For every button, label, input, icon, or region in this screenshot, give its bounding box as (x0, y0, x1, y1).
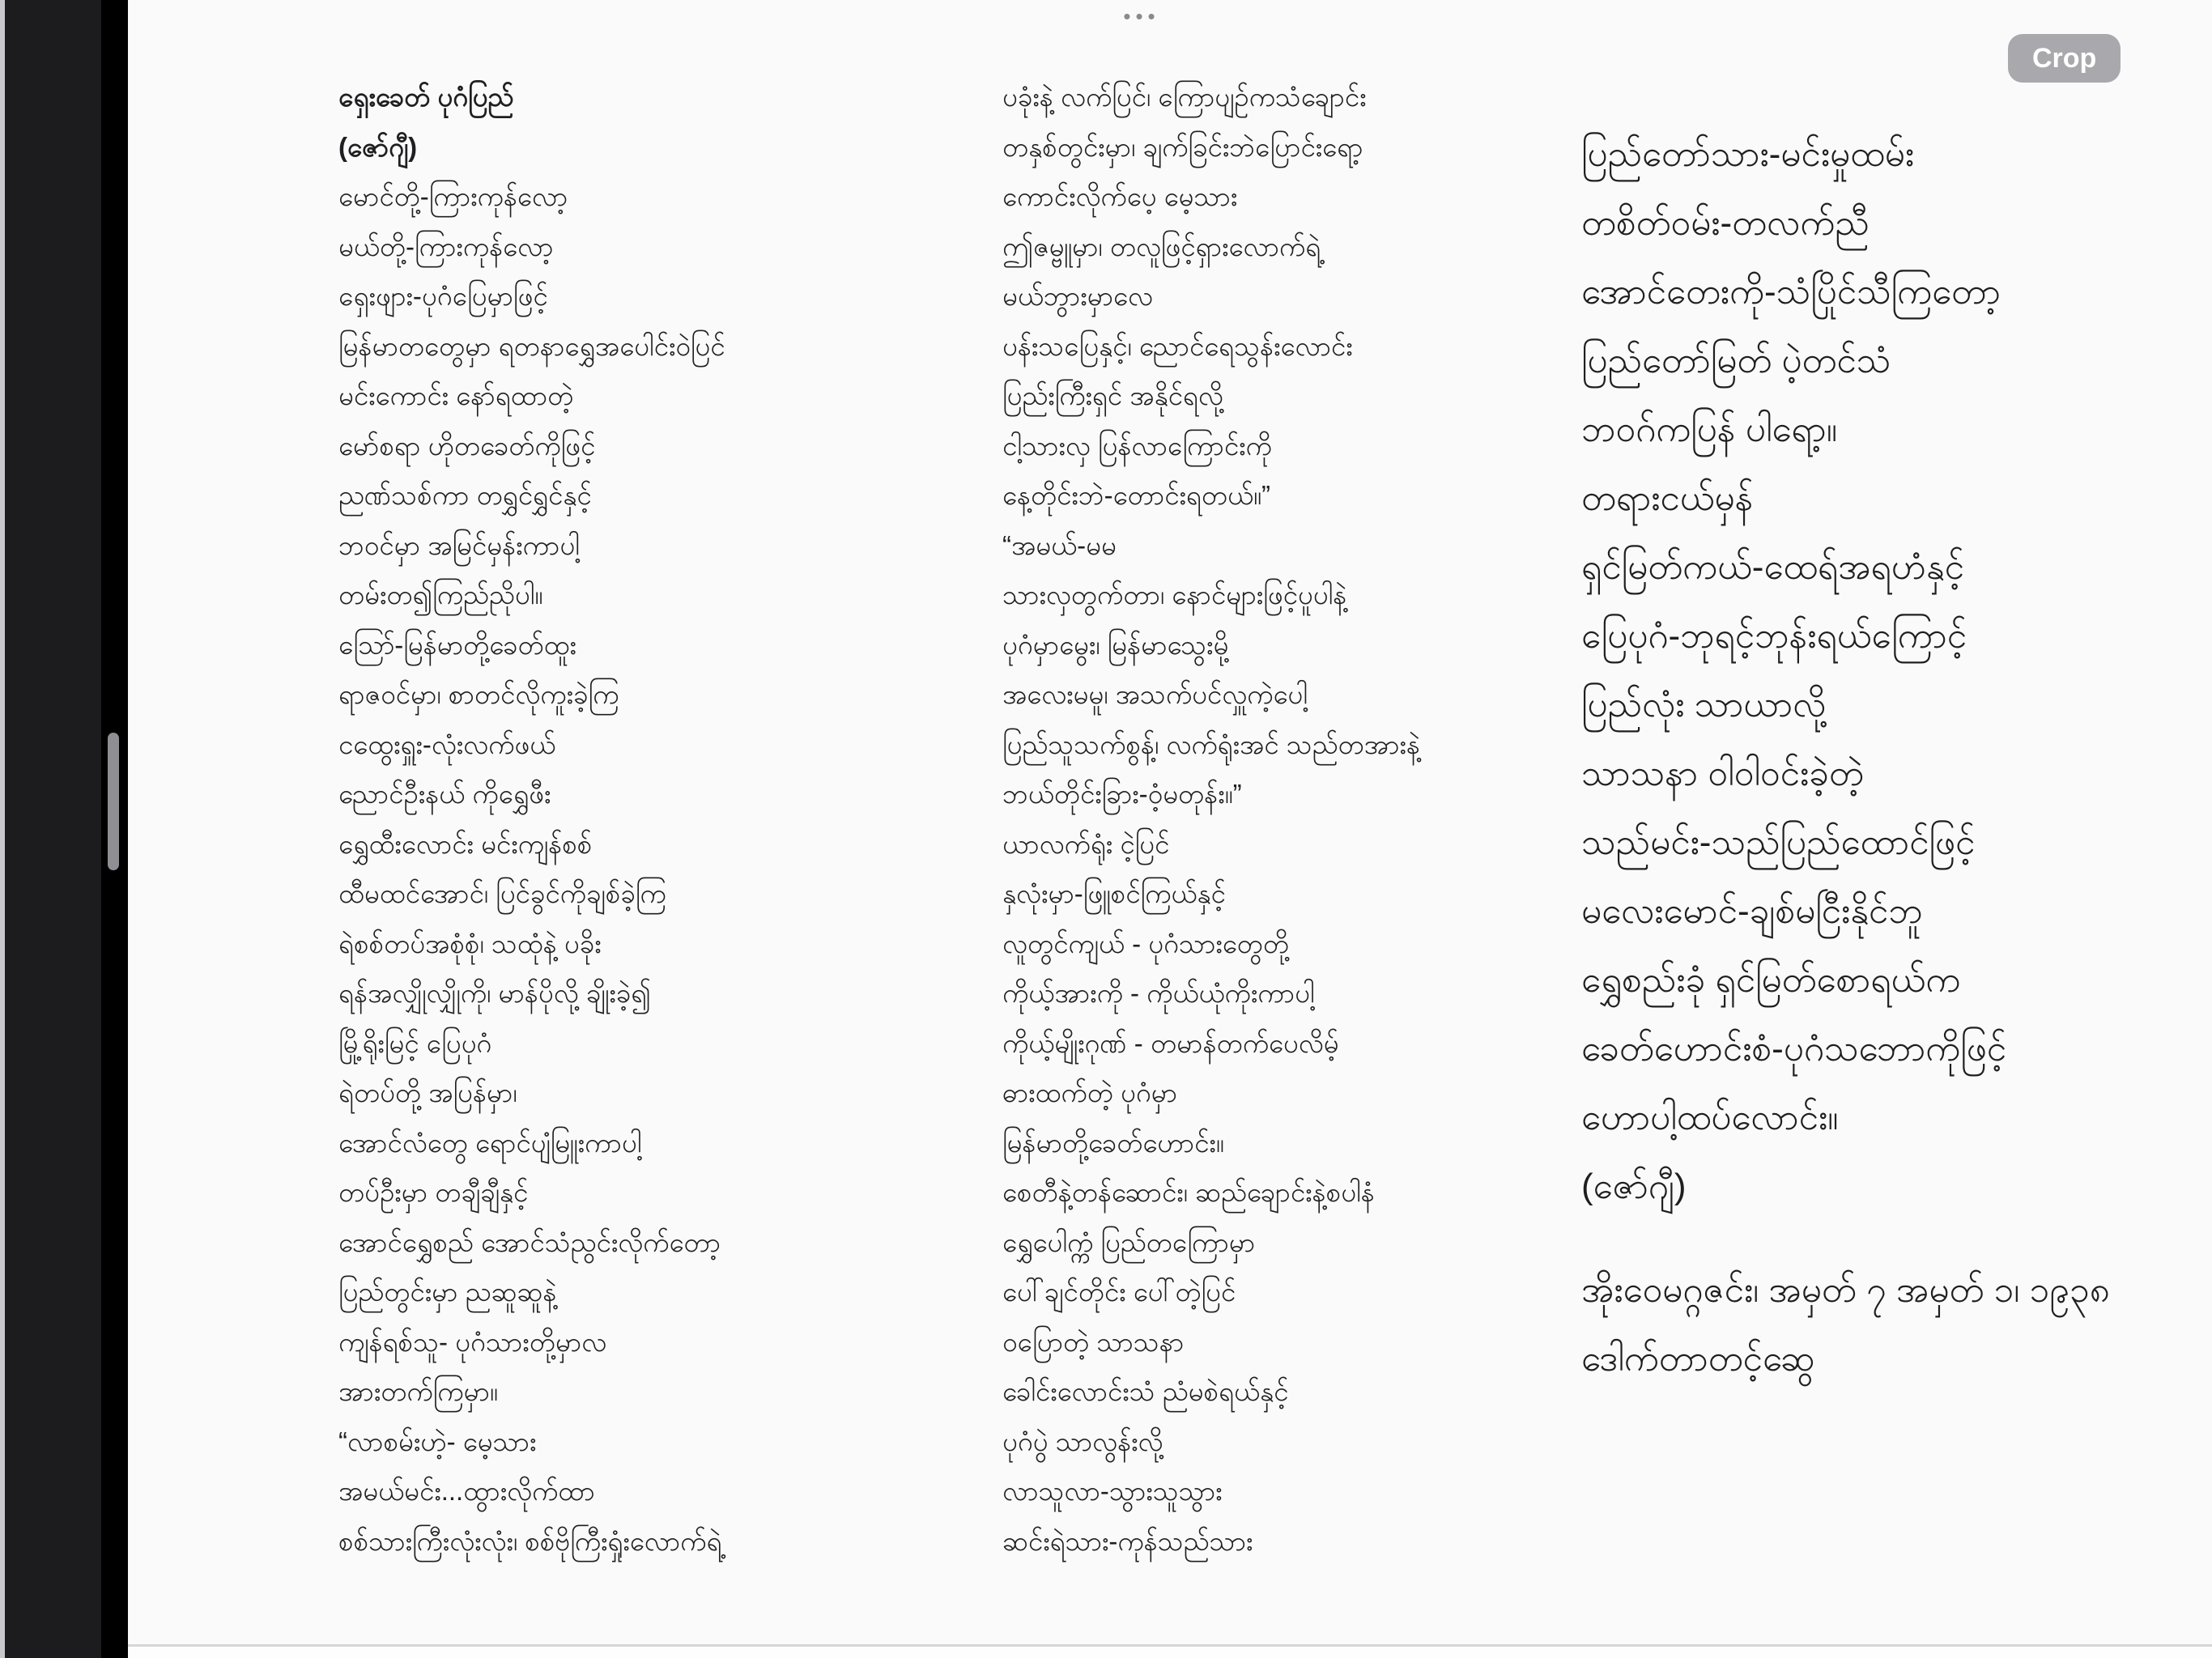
poem-line: ကိုယ့်မျိုးဂုဏ် - တမာန်တက်ပေလိမ့် (1002, 1027, 1339, 1058)
poem-line: မြန်မာတတွေမှာ ရတနာရွှေအပေါင်းဝဲပြင် (338, 330, 725, 361)
poem-line: ပြည်တော်သား-မင်းမှုထမ်း (1581, 134, 1914, 174)
poem-line: သည်မင်း-သည်ပြည်ထောင်ဖြင့် (1581, 823, 1976, 862)
document-page (128, 0, 2212, 1658)
poem-line: ဓားထက်တဲ့ ပုဂံမှာ (1002, 1078, 1178, 1107)
poem-line: ဘယ်တိုင်းခြား-ဝံ့မတုန်း။” (1002, 779, 1242, 809)
poem-line: မယ်ဘွားမှာလေ (1002, 281, 1153, 311)
poem-line: ပေါ်ချင်တိုင်း ပေါ်တဲ့ပြင် (1002, 1277, 1236, 1307)
poem-line: ငါ့သားလှ ပြန်လာကြောင်းကို (1002, 430, 1272, 461)
poem-line: ဆင်းရဲသား-ကုန်သည်သား (1002, 1525, 1253, 1556)
poem-line: ပြည်သူသက်စွန့်၊ လက်ရုံးအင် သည်တအားနဲ့ (1002, 729, 1420, 759)
poem-title: ရှေးခေတ် ပုဂံပြည် (338, 82, 514, 112)
vertical-scrollbar[interactable] (108, 733, 119, 870)
poem-subtitle: (ဇော်ဂျီ) (338, 131, 418, 162)
poem-line: ဪ-မြန်မာတို့ခေတ်ထူး (338, 629, 576, 660)
poem-line: ပခုံးနဲ့ လက်ပြင်၊ ကြောပျဉ်ကသံချောင်း (1002, 82, 1367, 112)
poem-line: ရဲတပ်တို့ အပြန်မှာ၊ (338, 1078, 517, 1107)
poem-line: သာသနာ ဝါဝါဝင်းခဲ့တဲ့ (1581, 754, 1864, 793)
poem-column-3 (1581, 120, 2110, 1393)
poem-line: ဘဝင်မှာ အမြင်မှန်းကာပါ့ (338, 529, 580, 560)
poem-line: တနှစ်တွင်းမှာ၊ ချက်ခြင်းဘဲပြောင်းရော့ (1002, 131, 1363, 162)
poem-line: တစိတ်ဝမ်း-တလက်ညီ (1581, 203, 1870, 243)
poem-line: ညဏ်သစ်ကာ တရွှင်ရွှင်နှင့် (338, 480, 592, 510)
poem-line: အမယ်မင်း...ထွားလိုက်ထာ (338, 1476, 595, 1506)
poem-line: အောင်လံတွေ ရောင်ပျံမြူးကာပါ့ (338, 1127, 642, 1158)
next-page-edge (128, 1647, 2212, 1658)
poem-column-3-lines (1581, 120, 2110, 1221)
poem-line: ပုဂံမှာမွေး၊ မြန်မာသွေးမို့ (1002, 629, 1229, 660)
poem-line: “အမယ်-မမ (1002, 529, 1117, 560)
poem-line: တပ်ဦးမှာ တချီချီနှင့် (338, 1177, 529, 1207)
poem-line: မယ်တို့-ကြားကုန်လော့ (338, 231, 554, 261)
author-line: ဒေါက်တာတင့်ဆွေ (1581, 1339, 1815, 1379)
poem-line: မြို့ရိုးမြင့် ပြေပုဂံ (338, 1027, 492, 1058)
poem-line: လာသူလာ-သွားသူသွား (1002, 1476, 1223, 1506)
poem-line: ကောင်းလိုက်ပေ့ မေ့သား (1002, 181, 1238, 211)
poem-line: မင်းကောင်း နော်ရထာတဲ့ (338, 380, 574, 410)
poem-line: နေ့တိုင်းဘဲ-တောင်းရတယ်။” (1002, 480, 1270, 510)
poem-column-1-lines (338, 172, 725, 1566)
poem-line: ပြည်လုံး သာယာလို့ (1581, 685, 1827, 725)
poem-line: ယာလက်ရုံး ငဲ့ပြင် (1002, 828, 1170, 859)
poem-line: ထီမထင်အောင်၊ ပြင်ခွင်ကိုချစ်ခဲ့ကြ (338, 878, 666, 908)
poem-line: ပြည်တွင်းမှာ ညဆူဆူနဲ့ (338, 1277, 557, 1307)
poem-line: ရဲစစ်တပ်အစုံစုံ၊ သထုံနဲ့ ပခိုး (338, 928, 602, 959)
poem-line: ရှင်မြတ်ကယ်-ထေရ်အရဟံနှင့် (1581, 547, 1964, 587)
poem-line: အလေးမမူ၊ အသက်ပင်လှူကဲ့ပေါ့ (1002, 679, 1308, 709)
drag-handle-icon[interactable]: ••• (1123, 4, 1160, 28)
poem-line: အောင်ရွှေစည် အောင်သံညွင်းလိုက်တော့ (338, 1226, 721, 1257)
poem-column-2-lines (1002, 72, 1420, 1566)
poem-line: ရွှေထီးလောင်း မင်းကျန်စစ် (338, 828, 593, 859)
poem-line: နှလုံးမှာ-ဖြူစင်ကြယ်နှင့် (1002, 878, 1226, 908)
poem-line: ဘဝဂ်ကပြန် ပါရော့။ (1581, 410, 1838, 449)
poem-line: ပြည်တော်မြတ် ပဲ့တင်သံ (1581, 341, 1891, 380)
poem-line: ရွှေပေါက္ကံ ပြည်တကြောမှာ (1002, 1226, 1256, 1257)
poem-line: ပုဂံပွဲ သာလွန်းလို့ (1002, 1426, 1163, 1456)
crop-button[interactable]: Crop (2008, 34, 2121, 83)
poem-line: ရာဇဝင်မှာ၊ စာတင်လိုကူးခဲ့ကြ (338, 679, 619, 709)
poem-line: ဟောပါ့ထပ်လောင်း။ (1581, 1098, 1839, 1137)
poem-line: ရန်အလျှိုလျှိုကို၊ မာန်ပိုလို့ ချိုးခဲ့၍ (338, 978, 651, 1008)
poem-line: ကိုယ့်အားကို - ကိုယ်ယုံကိုးကာပါ့ (1002, 978, 1315, 1008)
poem-line: ကျန်ရစ်သူ- ပုဂံသားတို့မှာလ (338, 1326, 607, 1357)
poem-line: (ဇော်ဂျီ) (1581, 1167, 1687, 1206)
poem-line: အားတက်ကြမှာ။ (338, 1376, 498, 1406)
poem-line: ရှေးဖျား-ပုဂံပြေမှာဖြင့် (338, 281, 548, 311)
poem-line: သားလှတွက်တာ၊ နောင်များဖြင့်ပူပါနဲ့ (1002, 580, 1347, 610)
poem-line: ခေါင်းလောင်းသံ ညံမစဲရယ်နှင့် (1002, 1376, 1289, 1406)
citation-line: အိုးဝေမဂ္ဂဇင်း၊ အမှတ် ၇ အမှတ် ၁၊ ၁၉၃၈ (1581, 1270, 2110, 1310)
poem-line: ငထွေးရှူး-လုံးလက်ဖယ် (338, 729, 556, 759)
poem-line: ပြည်းကြီးရှင် အနိုင်ရလို့ (1002, 380, 1223, 410)
poem-line: တမ်းတ၍ကြည်ညိုပါ။ (338, 580, 543, 610)
left-rail (5, 0, 101, 1658)
poem-line: မြန်မာတို့ခေတ်ဟောင်း။ (1002, 1127, 1224, 1158)
poem-line: မလေးမောင်-ချစ်မငြီးနိုင်ဘူ (1581, 891, 1923, 931)
poem-column-2 (1002, 72, 1420, 1566)
poem-line: မော်စရာ ဟိုတခေတ်ကိုဖြင့် (338, 430, 596, 461)
poem-line: စစ်သားကြီးလုံးလုံး၊ စစ်ဗိုကြီးရှုံးလောက်ရဲ့ (338, 1525, 722, 1556)
poem-line: အောင်တေးကို-သံပြိုင်သီကြတော့ (1581, 272, 2001, 312)
poem-line: ရွှေစည်းခုံ ရှင်မြတ်စောရယ်က (1581, 960, 1961, 1000)
poem-line: ပြေပုဂံ-ဘုရင့်ဘုန်းရယ်ကြောင့် (1581, 616, 1967, 656)
poem-line: ဤဇမ္ဗူမှာ၊ တလူဖြင့်ရှားလောက်ရဲ့ (1002, 231, 1321, 261)
poem-line: ခေတ်ဟောင်းစံ-ပုဂံသဘောကိုဖြင့် (1581, 1029, 2007, 1069)
poem-footer (1581, 1256, 2110, 1393)
poem-line: မောင်တို့-ကြားကုန်လော့ (338, 181, 568, 211)
poem-line: စေတီနဲ့တန်ဆောင်း၊ ဆည်ချောင်းနဲ့စပါနံ (1002, 1177, 1375, 1207)
poem-line: “လာစမ်းဟဲ့- မေ့သား (338, 1426, 537, 1456)
poem-line: တရားငယ်မှန် (1581, 478, 1754, 518)
poem-line: ပန်းသပြေနှင့်၊ ညောင်ရေသွန်းလောင်း (1002, 330, 1353, 361)
poem-line: ဝပြောတဲ့ သာသနာ (1002, 1326, 1185, 1357)
poem-column-1 (338, 72, 725, 1566)
poem-line: ညောင်ဦးနယ် ကိုရွှေဖီး (338, 779, 551, 809)
poem-line: လူတွင်ကျယ် - ပုဂံသားတွေတို့ (1002, 928, 1289, 959)
